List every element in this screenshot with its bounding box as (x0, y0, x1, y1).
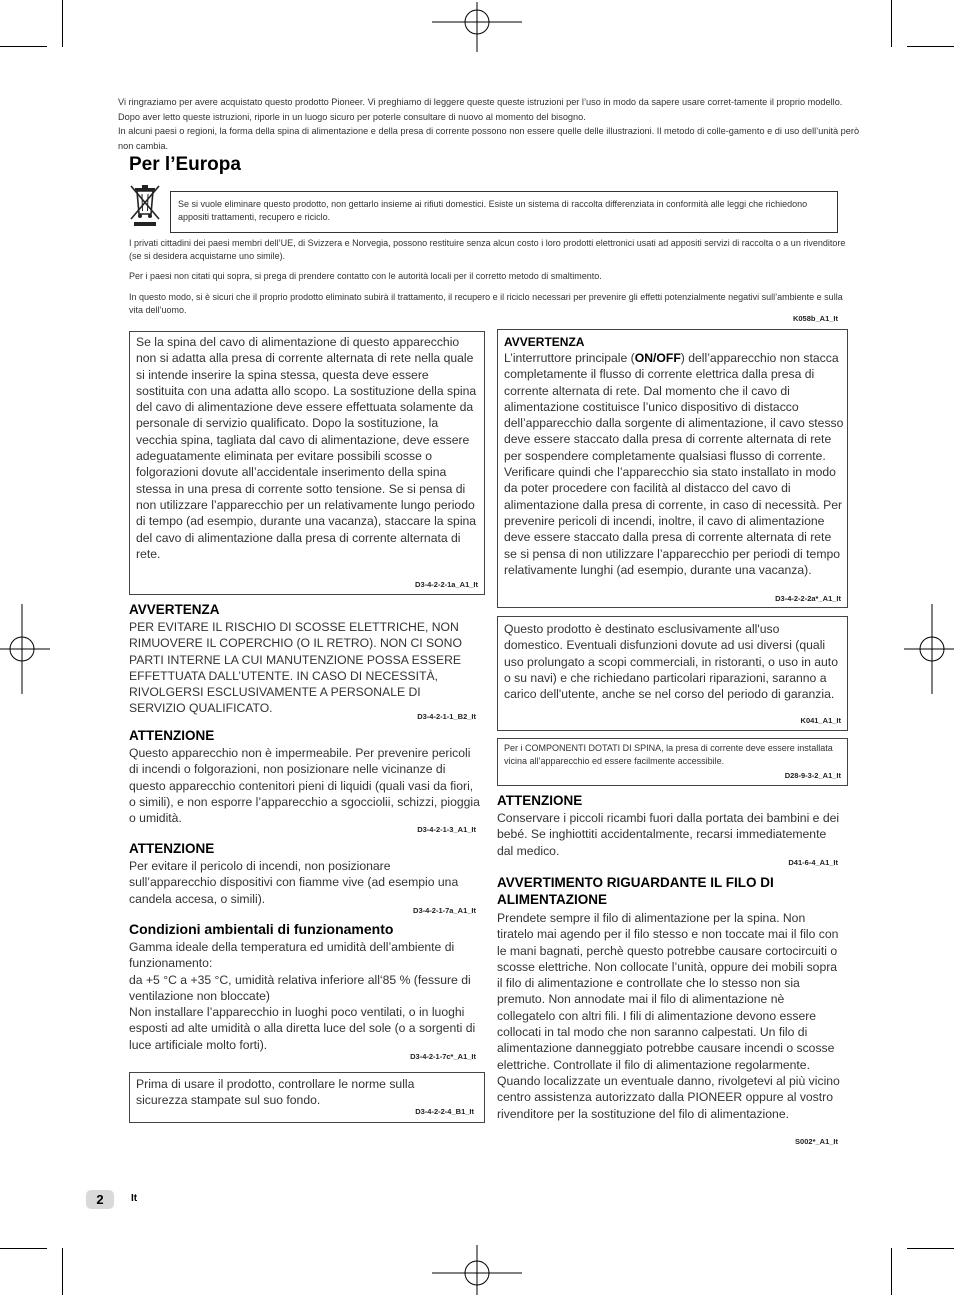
reference-code: D3-4-2-2-2a*_A1_It (775, 594, 841, 603)
page-number: 2 (86, 1190, 114, 1209)
intro-paragraph: Vi ringraziamo per avere acquistato questo prodotto Pioneer. Vi preghiamo di leggere queste queste istruzioni per l’uso in modo da sapere usare corret-tamente il proprio modello. Dopo aver letto queste istruzioni, riporle in un luogo sicuro per poterle consultare di nuovo al momento del bisogno. (118, 97, 843, 122)
plug-components-text: Per i COMPONENTI DOTATI DI SPINA, la presa di corrente deve essere installata vicina all’apparecchio ed essere facilmente accessibile. (504, 743, 833, 766)
weee-notice-text: Se si vuole eliminare questo prodotto, non gettarlo insieme ai rifiuti domestici. Esiste un sistema di raccolta differenziata in conformità alle leggi che richiedono appositi trattamenti, recupero e riciclo. (178, 199, 808, 222)
language-code: It (131, 1193, 138, 1204)
attenzione-text: Questo apparecchio non è impermeabile. Per prevenire pericoli di incendi o folgorazioni, non posizionare nelle vicinanze di questo apparecchio contenitori pieni di liquidi (quali vasi da fiori, o simili), e non esporre l’apparecchio a sgocciolii, schizzi, pioggia o umidità. (129, 746, 480, 826)
intro-text (118, 95, 860, 153)
heading-attenzione: ATTENZIONE (497, 793, 583, 808)
heading-attenzione: ATTENZIONE (129, 841, 215, 856)
europe-paragraph: Per i paesi non citati qui sopra, si prega di prendere contatto con le autorità locali per il corretto metodo di smaltimento. (129, 271, 602, 281)
registration-mark-bottom (432, 1245, 522, 1295)
europe-paragraph: In questo modo, si è sicuri che il proprio prodotto eliminato subirà il trattamento, il recupero e il riciclo necessari per prevenire gli effetti potenzialmente negativi sull’ambiente e sulla vita dell’uomo. (129, 292, 843, 315)
power-text-part: L’interruttore principale ( (504, 351, 635, 365)
crop-mark (0, 46, 47, 47)
cord-warning-text: Prendete sempre il filo di alimentazione per la spina. Non tiratelo mai agendo per il filo stesso e non toccate mai il filo con le mani bagnati, perchè questo potrebbe causare cortocircuiti o scosse elettriche. Non collocate l’unità, oppure dei mobili sopra il filo di alimentazione e controllate che lo stesso non sia premuto. Non annodate mai il filo di alimentazione nè collegatelo con altri fili. I fili di alimentazione devono essere collocati in tal modo che non saranno calpestati. Un filo di alimentazione danneggiato potrebbe causare incendi o scosse elettriche. Controllate il filo di alimentazione regolarmente. Quando localizzate un eventuale danno, rivolgetevi al più vicino centro assistenza autorizzato dalla PIONEER oppure al vostro rivenditore per la sostituzione del filo di alimentazione. (497, 911, 840, 1121)
conditions-line: Gamma ideale della temperatura ed umidità dell’ambiente di funzionamento: (129, 940, 455, 971)
conditions-line: da +5 °C a +35 °C, umidità relativa inferiore all‘85 % (fessure di ventilazione non bloccate) (129, 972, 471, 1003)
reference-code: D3-4-2-1-3_A1_It (417, 825, 476, 834)
reference-code: D3-4-2-1-1_B2_It (417, 712, 476, 721)
power-text-part: ) dell’apparecchio non stacca completamente il flusso di corrente elettrica dalla presa di corrente alternata di rete. Dal momento che il cavo di alimentazione costituisce l’unico dispositivo di distacco dell’apparecchio dalla sorgente di alimentazione, il cavo stesso deve essere staccato dalla presa di corrente alternata di rete per sospendere completamente qualsiasi flusso di corrente. Verificare quindi che l’apparecchio sia stato installato in modo da poter procedere con facilità al distacco del cavo di alimentazione dalla presa di corrente, in caso di necessità. Per prevenire pericoli di incendi, inoltre, il cavo di alimentazione deve essere staccato dalla presa di corrente alternata di rete se si pensa di non utilizzare l’apparecchio per periodi di tempo relativamente lunghi (ad esempio, durante una vacanza). (504, 351, 844, 577)
crossed-bin-icon (128, 182, 162, 228)
reference-code: K058b_A1_It (792, 314, 838, 323)
weee-notice-box (170, 191, 838, 233)
heading-avvertenza: AVVERTENZA (129, 602, 220, 617)
crop-mark (891, 1248, 892, 1295)
crop-mark (891, 0, 892, 47)
europe-paragraphs (129, 237, 849, 317)
crop-mark (907, 1248, 954, 1249)
registration-mark-right (904, 604, 954, 694)
domestic-use-text: Questo prodotto è destinato esclusivamente all'uso domestico. Eventuali disfunzioni dovute ad usi diversi (quali uso prolungato a scopi commerciali, in ristoranti, o uso in auto o su navi) e che richiedano particolari riparazioni, saranno a carico dell'utente, anche se nel corso del periodo di garanzia. (504, 622, 838, 702)
reference-code: D41-6-4_A1_It (788, 858, 838, 867)
registration-mark-top (432, 2, 522, 52)
crop-mark (62, 0, 63, 47)
reference-code: D3-4-2-2-4_B1_It (415, 1107, 474, 1116)
europe-paragraph: I privati cittadini dei paesi membri dell’UE, di Svizzera e Norvegia, possono restituire senza alcun costo i loro prodotti elettronici usati ad appositi servizi di raccolta o a un rivenditore (se si desidera acquistarne uno simile). (129, 238, 846, 261)
heading-avvertenza: AVVERTENZA (504, 335, 585, 349)
heading-attenzione: ATTENZIONE (129, 728, 215, 743)
avvertenza-text: PER EVITARE IL RISCHIO DI SCOSSE ELETTRICHE, NON RIMUOVERE IL COPERCHIO (O IL RETRO). NON CI SONO PARTI INTERNE LA CUI MANUTENZIONE POSSA ESSERE EFFETTUATA DALL’UTENTE. IN CASO DI NECESSITÀ, RIVOLGERSI ESCLUSIVAMENTE A PERSONALE DI SERVIZIO QUALIFICATO. (129, 620, 462, 716)
attenzione-text: Conservare i piccoli ricambi fuori dalla portata dei bambini e dei bebé. Se inghiottiti accidentalmente, recarsi immediatemente dal medico. (497, 811, 840, 858)
power-switch-text (504, 350, 844, 578)
crop-mark (0, 1248, 47, 1249)
domestic-use-box (497, 616, 848, 731)
crop-mark (62, 1248, 63, 1295)
plug-replacement-text: Se la spina del cavo di alimentazione di questo apparecchio non si adatta alla presa di corrente alternata di rete nella quale si intende inserire la spina stessa, questa deve essere sostituita con una adatta allo scopo. La sostituzione della spina del cavo di alimentazione deve essere effettuata solamente da personale di servizio qualificato. Dopo la sostituzione, la vecchia spina, tagliata dal cavo di alimentazione, deve essere adeguatamente eliminata per evitare possibili scosse o folgorazioni dovute all’accidentale inserimento della spina stessa in una presa di corrente sotto tensione. Se si pensa di non utilizzare l’apparecchio per un relativamente lungo periodo di tempo (ad esempio, durante una vacanza), staccare la spina del cavo di alimentazione dalla presa di corrente alternata di rete. (136, 335, 477, 561)
reference-code: D3-4-2-1-7a_A1_It (413, 906, 476, 915)
reference-code: K041_A1_It (800, 716, 841, 725)
on-off-label: ON/OFF (634, 351, 681, 365)
reference-code: D3-4-2-1-7c*_A1_It (410, 1052, 476, 1061)
crop-mark (907, 46, 954, 47)
registration-mark-left (0, 604, 50, 694)
reference-code: D28-9-3-2_A1_It (784, 771, 841, 780)
section-title: Per l’Europa (129, 154, 241, 175)
reference-code: S002*_A1_It (795, 1137, 838, 1146)
conditions-line: Non installare l’apparecchio in luoghi poco ventilati, o in luoghi esposti ad alte umidità o alla diretta luce del sole (o a sorgenti di luce artificiale molto forti). (129, 1005, 476, 1052)
safety-box (129, 1072, 485, 1123)
safety-text: Prima di usare il prodotto, controllare le norme sulla sicurezza stampate sul suo fondo. (136, 1077, 415, 1108)
plug-components-box (497, 738, 848, 786)
attenzione-text: Per evitare il pericolo di incendi, non posizionare sull’apparecchio dispositivi con fiamme vive (ad esempio una candela accesa, o simili). (129, 859, 459, 906)
heading-conditions: Condizioni ambientali di funzionamento (129, 921, 394, 937)
conditions-text (129, 939, 481, 1053)
heading-cord-warning: AVVERTIMENTO RIGUARDANTE IL FILO DI ALIMENTAZIONE (497, 875, 774, 907)
intro-paragraph: In alcuni paesi o regioni, la forma della spina di alimentazione e della presa di corrente possono non essere quelle delle illustrazioni. Il metodo di colle-gamento e di uso dell’unità però non cambia. (118, 126, 860, 151)
plug-replacement-box (129, 331, 485, 595)
reference-code: D3-4-2-2-1a_A1_It (415, 580, 478, 589)
power-switch-box (497, 329, 848, 608)
